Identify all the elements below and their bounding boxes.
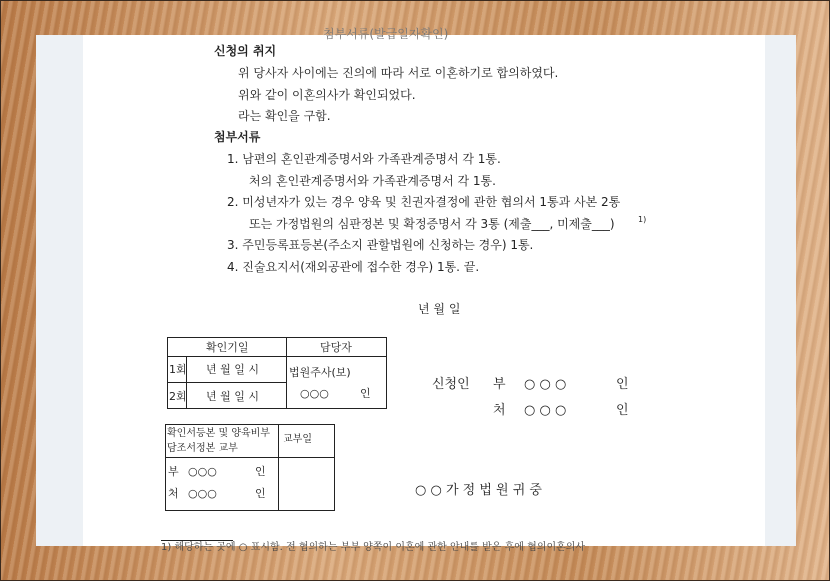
delivery-header-line-2: 담조서정본 교부 (167, 443, 238, 454)
delivery-husband-label: 부 (168, 465, 179, 478)
confirm-date-header: 확인기일 (206, 341, 249, 354)
round-2-date: 년 월 일 시 (206, 390, 259, 403)
applicant-wife-marks: ○ ○ ○ (524, 403, 567, 418)
applicant-husband-marks: ○ ○ ○ (524, 377, 567, 392)
attachment-item-3: 3. 주민등록표등본(주소지 관할법원에 신청하는 경우) 1통. (227, 238, 534, 252)
paper-scan (36, 27, 796, 553)
delivery-husband-seal: 인 (255, 465, 266, 478)
delivery-date-header: 교부일 (283, 434, 312, 445)
round-2-label: 2회 (169, 390, 187, 403)
delivery-header-line-1: 확인서등본 및 양육비부 (167, 428, 270, 439)
purpose-line-1: 위 당사자 사이에는 진의에 따라 서로 이혼하기로 합의하였다. (238, 66, 559, 80)
footnote-text: 1) 해당하는 곳에 ○ 표시함. 전 협의하는 부부 양쪽이 이혼에 관한 안내를 받은 후에 협의이혼의사 (161, 542, 586, 553)
officer-title: 법원주사(보) (289, 366, 351, 379)
court-addressee: ○ ○ 가 정 법 원 귀 중 (415, 483, 542, 498)
confirm-table (167, 337, 387, 409)
attachment-item-2b: 또는 가정법원의 심판정본 및 확정증명서 각 3통 (제출___, 미제출___) (249, 217, 615, 231)
delivery-husband-name: ○○○ (188, 465, 217, 478)
applicant-wife-label: 처 (493, 403, 506, 418)
delivery-table (165, 424, 335, 511)
officer-name: ○○○ (300, 387, 329, 400)
purpose-line-3: 라는 확인을 구함. (238, 109, 331, 123)
round-1-label: 1회 (169, 363, 187, 376)
purpose-heading: 신청의 취지 (214, 44, 277, 58)
purpose-line-2: 위와 같이 이혼의사가 확인되었다. (238, 88, 416, 102)
footnote-mark: 1) (638, 215, 647, 224)
date-line: 년 월 일 (418, 302, 461, 316)
attachment-item-1: 1. 남편의 혼인관계증명서와 가족관계증명서 각 1통. (227, 152, 501, 166)
applicant-wife-seal: 인 (616, 403, 629, 418)
attachment-item-4: 4. 진술요지서(재외공관에 접수한 경우) 1통. 끝. (227, 260, 480, 274)
top-cutoff-text: 첨부서류(발급일자확인) (323, 27, 449, 41)
round-1-date: 년 월 일 시 (206, 363, 259, 376)
attachments-heading: 첨부서류 (214, 130, 261, 144)
applicant-husband-label: 부 (493, 377, 506, 392)
officer-seal: 인 (360, 387, 371, 400)
delivery-wife-seal: 인 (255, 487, 266, 500)
document-page (83, 27, 765, 553)
attachment-item-2: 2. 미성년자가 있는 경우 양육 및 친권자결정에 관한 협의서 1통과 사본 2통 (227, 195, 621, 209)
applicant-husband-seal: 인 (616, 377, 629, 392)
delivery-wife-label: 처 (168, 487, 179, 500)
officer-header: 담당자 (320, 341, 352, 354)
delivery-wife-name: ○○○ (188, 487, 217, 500)
applicant-label: 신청인 (432, 377, 470, 392)
attachment-item-1b: 처의 혼인관계증명서와 가족관계증명서 각 1통. (249, 174, 496, 188)
